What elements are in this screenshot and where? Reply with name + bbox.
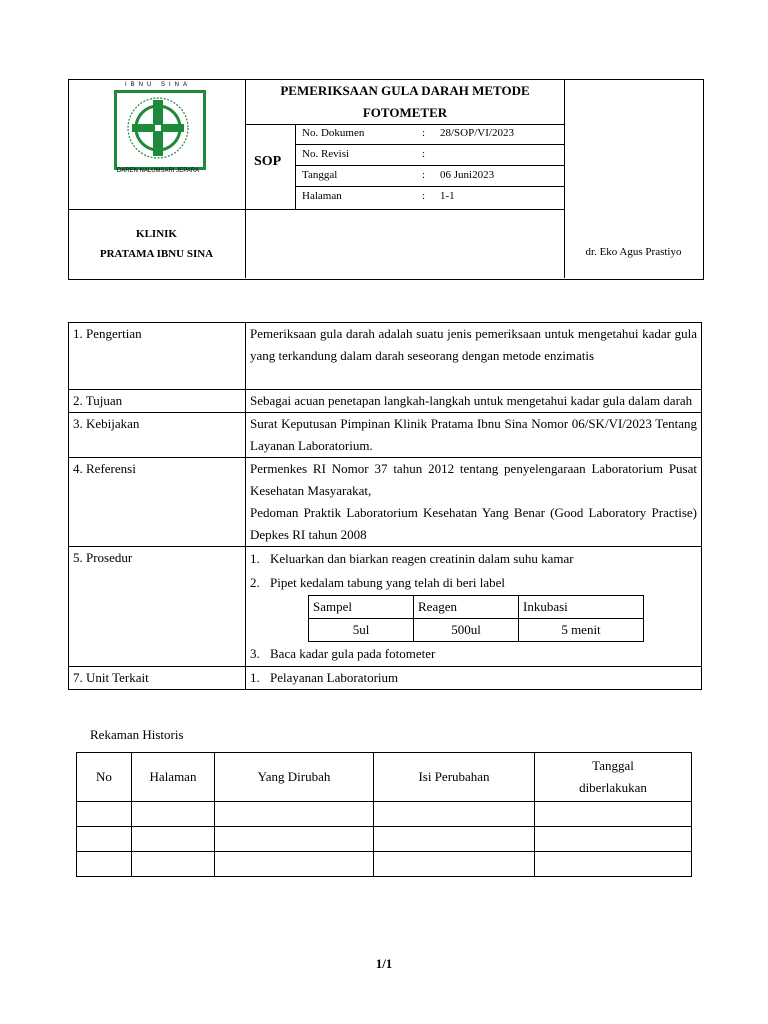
meta-value: 28/SOP/VI/2023 [440, 127, 514, 139]
history-header-row [77, 753, 692, 802]
history-title: Rekaman Historis [90, 727, 184, 742]
meta-sep: : [422, 190, 426, 202]
procedure-step [250, 547, 697, 571]
step-text: Pelayanan Laboratorium [270, 670, 399, 685]
reagent-header: Inkubasi [519, 596, 644, 619]
meta-sep: : [422, 169, 426, 181]
reagent-cell: 5ul [309, 619, 414, 642]
meta-value: 06 Juni2023 [440, 169, 495, 181]
section-text [246, 667, 702, 690]
history-table [76, 752, 692, 877]
meta-row-halaman [296, 187, 564, 207]
history-header: Halaman [132, 753, 215, 802]
step-number: 2. [250, 575, 260, 590]
reference-2: Pedoman Praktik Laboratorium Kesehatan Yang Benar (Good Laboratory Practise) Depkes RI tahun 2008 [250, 505, 697, 542]
procedure-steps [246, 547, 702, 667]
section-label: 1. Pengertian [69, 323, 246, 390]
page-number: 1/1 [375, 956, 393, 971]
logo-org-text: IBNU SINA [124, 82, 191, 88]
clinic-name-line-2: PRATAMA IBNU SINA [99, 248, 214, 260]
meta-value: 1-1 [440, 190, 455, 202]
history-header: Tanggal diberlakukan [535, 753, 692, 802]
history-header: No [77, 753, 132, 802]
document-title [246, 80, 564, 124]
title-line-1: PEMERIKSAAN GULA DARAH METODE [280, 83, 530, 98]
section-text: Pemeriksaan gula darah adalah suatu jenis pemeriksaan untuk mengetahui kadar gula yang terkandung dalam darah seseorang dengan metode enzimatis [246, 323, 702, 390]
meta-row-no-dokumen [296, 124, 564, 145]
step-number: 3. [250, 646, 260, 661]
step-number: 1. [250, 670, 260, 685]
section-label: 7. Unit Terkait [69, 667, 246, 690]
meta-sep: : [422, 127, 426, 139]
row-pengertian [69, 323, 702, 390]
reagent-header: Sampel [309, 596, 414, 619]
section-text [246, 458, 702, 547]
history-row [77, 852, 692, 877]
title-line-2: FOTOMETER [362, 105, 448, 120]
procedure-step [250, 571, 697, 595]
reference-1: Permenkes RI Nomor 37 tahun 2012 tentang penyelengaraan Laboratorium Pusat Kesehatan Masyarakat, [250, 461, 697, 498]
row-referensi [69, 458, 702, 547]
procedure-step [250, 642, 697, 666]
reagent-table [308, 595, 644, 642]
step-text: Baca kadar gula pada fotometer [270, 646, 436, 661]
history-header: Yang Dirubah [215, 753, 374, 802]
section-text: Surat Keputusan Pimpinan Klinik Pratama Ibnu Sina Nomor 06/SK/VI/2023 Tentang Layanan Laboratorium. [246, 413, 702, 458]
sop-content-table [68, 322, 702, 690]
section-text: Sebagai acuan penetapan langkah-langkah untuk mengetahui kadar gula dalam darah [246, 390, 702, 413]
logo-address-text: DAREN NALUMSARI JEPARA [116, 168, 200, 174]
row-prosedur [69, 547, 702, 667]
clinic-name-line-1: KLINIK [136, 228, 177, 240]
history-row [77, 827, 692, 852]
signer-name: dr. Eko Agus Prastiyo [585, 246, 682, 258]
meta-label: Halaman [302, 190, 342, 202]
reagent-header: Reagen [414, 596, 519, 619]
meta-sep: : [422, 148, 426, 160]
meta-label: No. Revisi [302, 148, 350, 160]
step-number: 1. [250, 551, 260, 566]
reagent-cell: 500ul [414, 619, 519, 642]
section-label: 2. Tujuan [69, 390, 246, 413]
step-text: Keluarkan dan biarkan reagen creatinin dalam suhu kamar [270, 551, 574, 566]
clinic-name [68, 224, 245, 264]
meta-label: Tanggal [302, 169, 338, 181]
meta-label: No. Dokumen [302, 127, 365, 139]
meta-row-tanggal [296, 166, 564, 187]
sop-label: SOP [254, 154, 282, 169]
row-tujuan [69, 390, 702, 413]
row-kebijakan [69, 413, 702, 458]
section-label: 5. Prosedur [69, 547, 246, 667]
logo-emblem-icon [122, 94, 194, 162]
history-row [77, 802, 692, 827]
section-label: 3. Kebijakan [69, 413, 246, 458]
section-label: 4. Referensi [69, 458, 246, 547]
row-unit-terkait [69, 667, 702, 690]
step-text: Pipet kedalam tabung yang telah di beri label [270, 575, 506, 590]
history-header: Isi Perubahan [374, 753, 535, 802]
meta-row-no-revisi [296, 145, 564, 166]
reagent-cell: 5 menit [519, 619, 644, 642]
clinic-logo [108, 82, 208, 178]
